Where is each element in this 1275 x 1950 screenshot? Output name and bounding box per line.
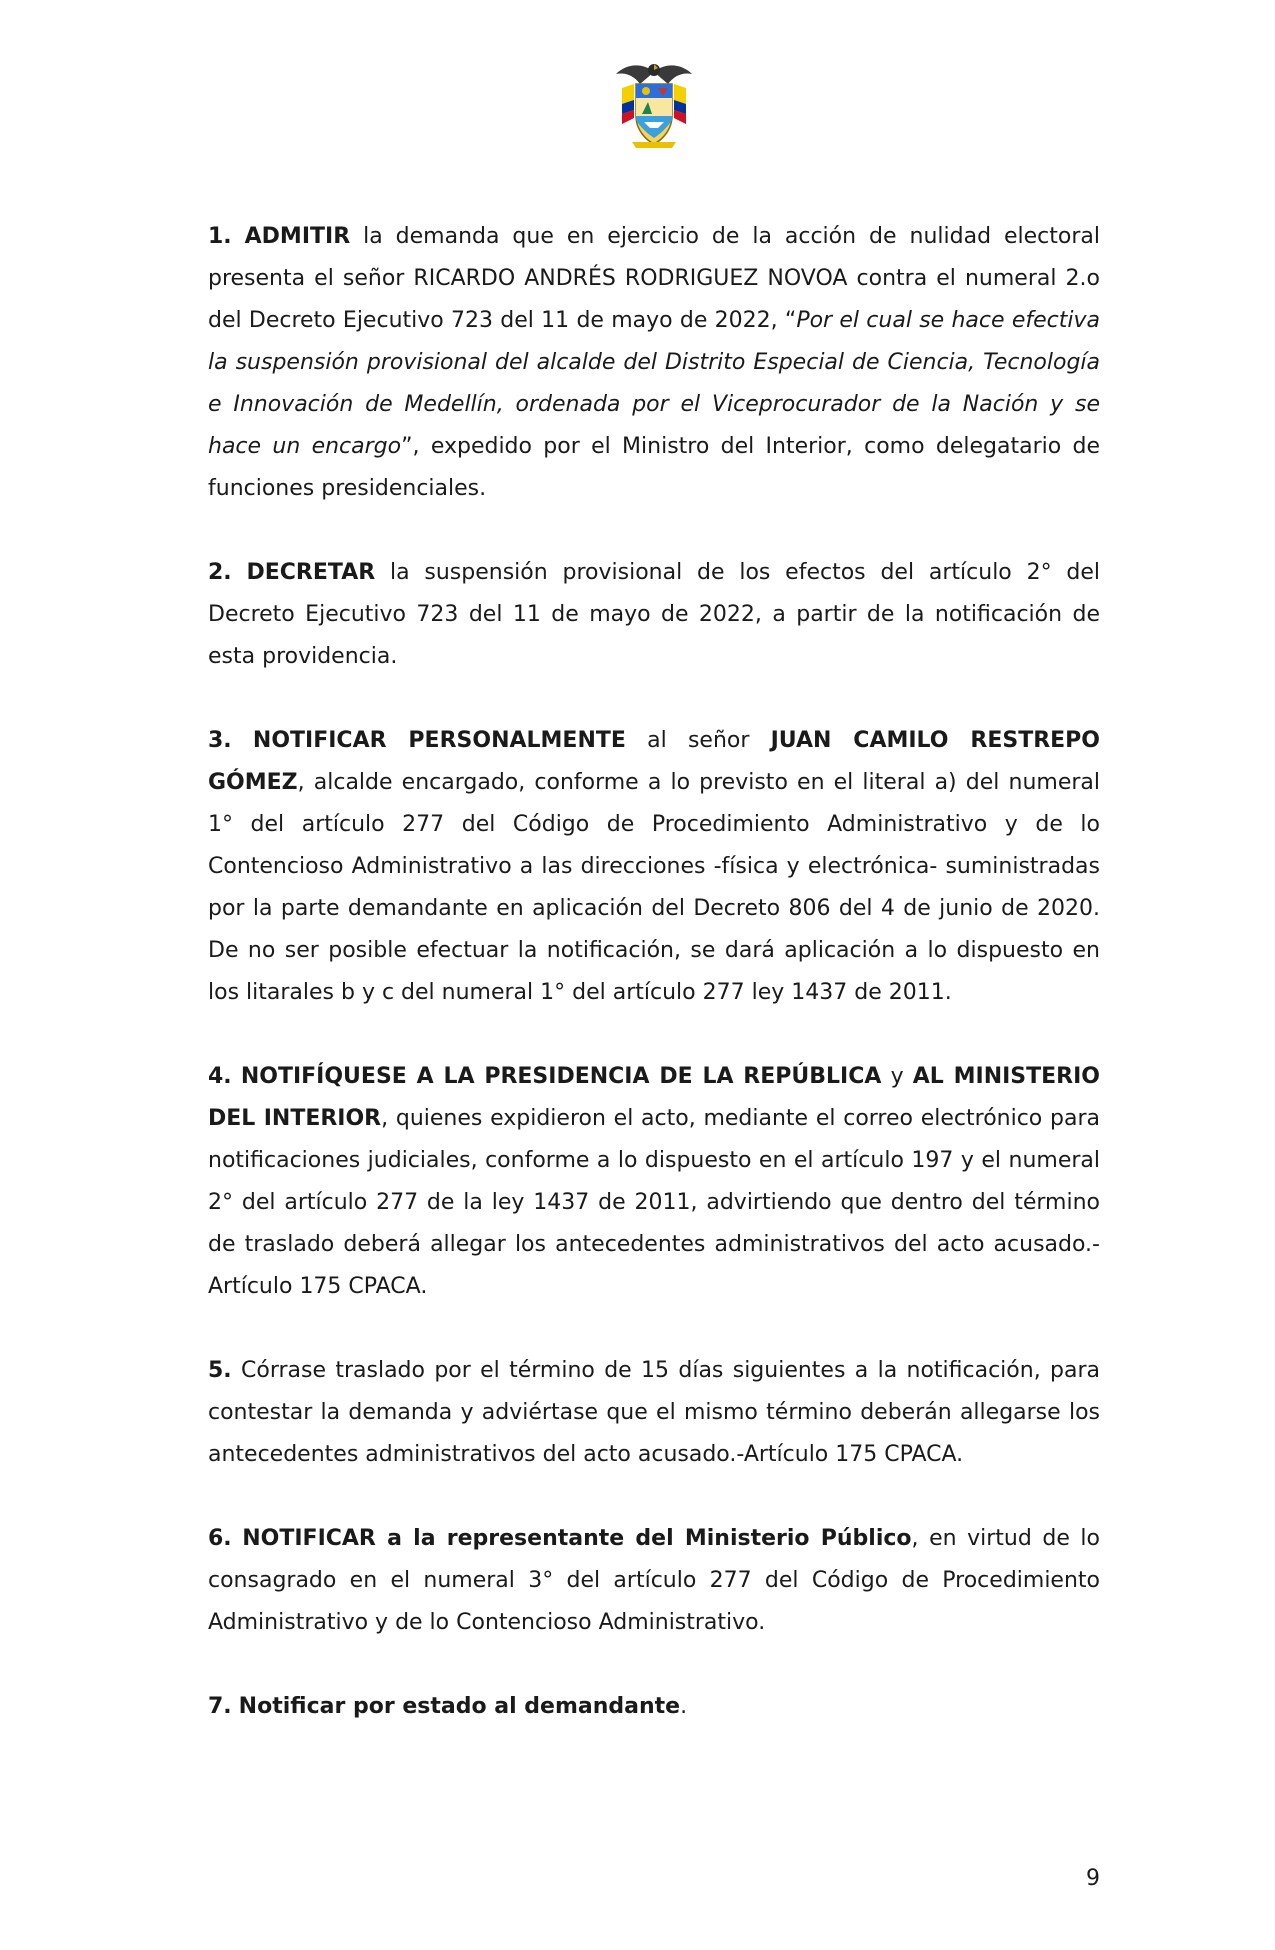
item-text: . <box>680 1694 688 1719</box>
resolution-body <box>208 216 1100 1770</box>
item-action: Notificar por estado al demandante <box>238 1694 681 1719</box>
item-number: 1. <box>208 224 232 249</box>
item-action: ADMITIR <box>244 224 351 249</box>
resolution-item-7 <box>208 1686 1100 1728</box>
item-number: 2. <box>208 560 232 585</box>
item-text: , en virtud de lo consagrado en el numeral 3° del artículo 277 del Código de Procedimiento Administrativo y de lo Contencioso Administrativo. <box>208 1526 1100 1635</box>
item-text: , quienes expidieron el acto, mediante el correo electrónico para notificaciones judiciales, conforme a lo dispuesto en el artículo 197 y el numeral 2° del artículo 277 de la ley 1437 de 2011, advirtiendo que dentro del término de traslado deberá allegar los antecedentes administrativos del acto acusado.-Artículo 175 CPACA. <box>208 1106 1100 1299</box>
item-number: 6. <box>208 1526 232 1551</box>
item-number: 4. <box>208 1064 232 1089</box>
resolution-item-4 <box>208 1056 1100 1308</box>
item-text: , alcalde encargado, conforme a lo previsto en el literal a) del numeral 1° del artículo 277 del Código de Procedimiento Administrativo y de lo Contencioso Administrativo a las direcciones -física y electrónica- suministradas por la parte demandante en aplicación del Decreto 806 del 4 de junio de 2020. De no ser posible efectuar la notificación, se dará aplicación a lo dispuesto en los litarales b y c del numeral 1° del artículo 277 ley 1437 de 2011. <box>208 770 1100 1005</box>
item-text: ”, expedido por el Ministro del Interior, como delegatario de funciones presidenciales. <box>208 434 1100 501</box>
item-action: NOTIFICAR PERSONALMENTE <box>252 728 626 753</box>
item-text: Córrase traslado por el término de 15 días siguientes a la notificación, para contestar la demanda y adviértase que el mismo término deberán allegarse los antecedentes administrativos del acto acusado.-Artículo 175 CPACA. <box>208 1358 1100 1467</box>
item-text: y <box>881 1064 913 1089</box>
page-number: 9 <box>1086 1866 1100 1891</box>
item-text: la suspensión provisional de los efectos del artículo 2° del Decreto Ejecutivo 723 del 11 de mayo de 2022, a partir de la notificación de esta providencia. <box>208 560 1101 669</box>
item-action: NOTIFÍQUESE A LA PRESIDENCIA DE LA REPÚBLICA <box>240 1064 882 1089</box>
item-action: NOTIFICAR a la representante del Ministerio Público <box>242 1526 912 1551</box>
resolution-item-5 <box>208 1350 1100 1476</box>
decree-title-quote: Por el cual se hace efectiva la suspensión provisional del alcalde del Distrito Especial de Ciencia, Tecnología e Innovación de Medellín, ordenada por el Viceprocurador de la Nación y se hace un encargo <box>208 308 1100 459</box>
resolution-item-1 <box>208 216 1100 510</box>
item-number: 7. <box>208 1694 232 1719</box>
resolution-item-3 <box>208 720 1100 1014</box>
item-number: 3. <box>208 728 232 753</box>
resolution-item-2 <box>208 552 1100 678</box>
item-action: DECRETAR <box>246 560 376 585</box>
person-name: JUAN CAMILO RESTREPO GÓMEZ <box>208 728 1100 795</box>
resolution-item-6 <box>208 1518 1100 1644</box>
item-text: la demanda que en ejercicio de la acción de nulidad electoral presenta el señor RICARDO ANDRÉS RODRIGUEZ NOVOA contra el numeral 2.o del Decreto Ejecutivo 723 del 11 de mayo de 2022, “ <box>208 224 1100 333</box>
colombia-coat-of-arms-icon <box>612 58 696 154</box>
item-action-secondary: AL MINISTERIO DEL INTERIOR <box>208 1064 1100 1131</box>
item-text: al señor <box>625 728 771 753</box>
item-number: 5. <box>208 1358 232 1383</box>
